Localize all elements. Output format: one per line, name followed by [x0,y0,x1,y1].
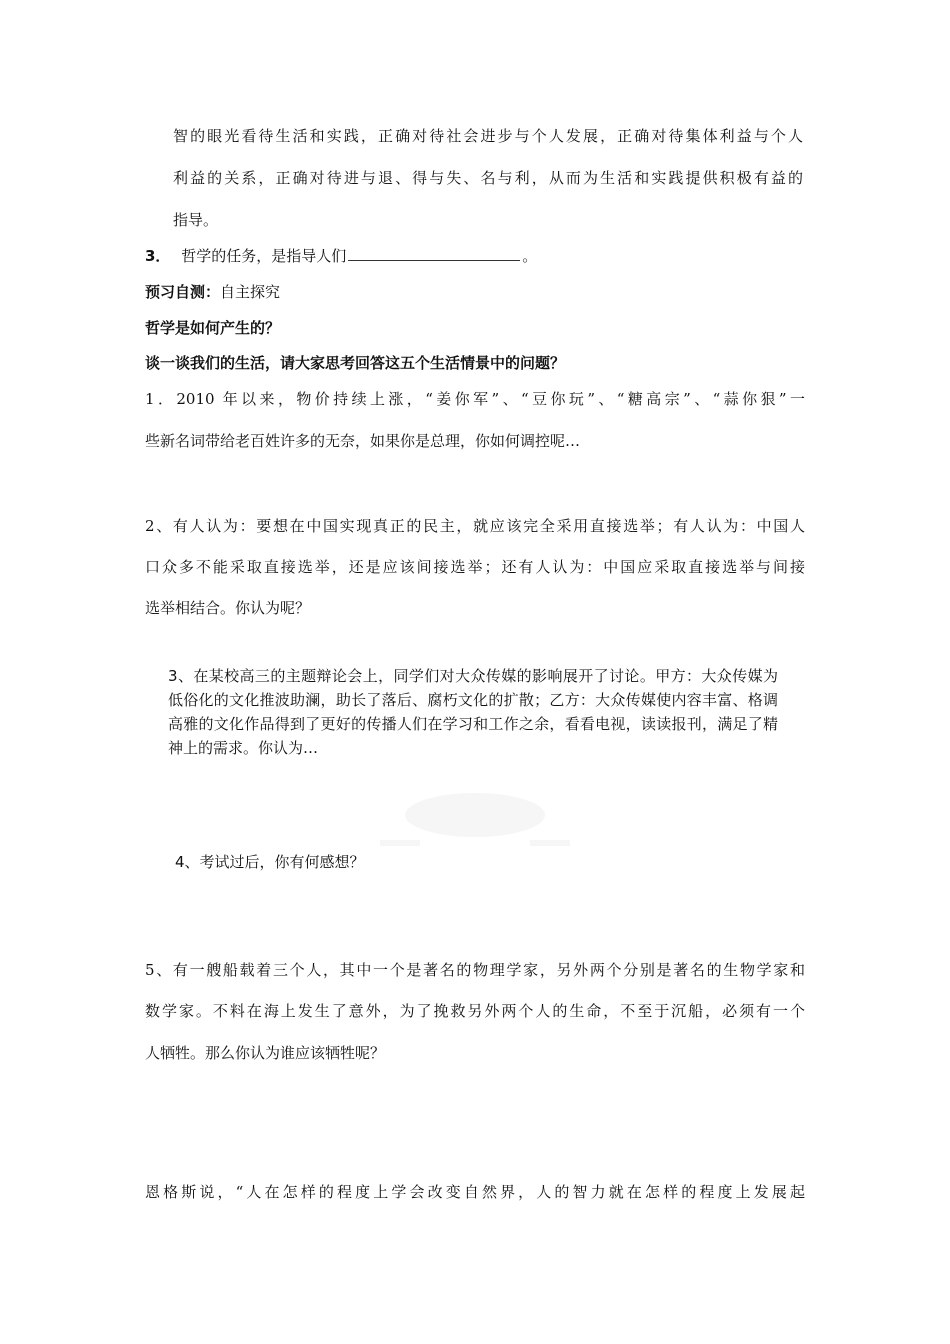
preview-row [145,282,280,302]
q3-line-4: 神上的需求。你认为… [168,739,319,757]
q4-text: 4、考试过后，你有何感想？ [175,853,365,871]
preview-label: 预习自测： [145,283,221,301]
q1-line-1: 1．2010 年以来，物价持续上涨，“姜你军”、“豆你玩”、“糖高宗”、“蒜你狠”一 [145,390,805,408]
intro-line-3: 指导。 [173,211,219,229]
q3-line-2: 低俗化的文化推波助澜，助长了落后、腐朽文化的扩散；乙方：大众传媒使内容丰富、格调 [168,691,778,709]
q5-line-1: 5、有一艘船载着三个人，其中一个是著名的物理学家，另外两个分别是著名的生物学家和 [145,961,805,979]
item-3-text: 哲学的任务，是指导人们 [181,247,347,265]
q5-line-2: 数学家。不料在海上发生了意外，为了挽救另外两个人的生命，不至于沉船，必须有一个 [145,1002,805,1020]
heading-life: 谈一谈我们的生活，请大家思考回答这五个生活情景中的问题？ [145,354,566,372]
item-3-suffix: 。 [522,247,538,265]
q2-line-2: 口众多不能采取直接选举，还是应该间接选举；还有人认为：中国应采取直接选举与间接 [145,558,805,576]
intro-line-1: 智的眼光看待生活和实践，正确对待社会进步与个人发展，正确对待集体利益与个人 [173,127,803,145]
q2-line-1: 2、有人认为：要想在中国实现真正的民主，就应该完全采用直接选举；有人认为：中国人 [145,517,805,535]
heading-origin: 哲学是如何产生的？ [145,319,281,337]
item-3-number: 3． [145,247,171,265]
engels-quote: 恩格斯说，“人在怎样的程度上学会改变自然界，人的智力就在怎样的程度上发展起 [145,1183,805,1201]
q5-line-3: 人牺牲。那么你认为谁应该牺牲呢？ [145,1044,386,1062]
watermark-logo [360,770,590,870]
intro-line-2: 利益的关系，正确对待进与退、得与失、名与利，从而为生活和实践提供积极有益的 [173,169,803,187]
item-3 [145,246,537,266]
q3-line-1: 3、在某校高三的主题辩论会上，同学们对大众传媒的影响展开了讨论。甲方：大众传媒为 [168,667,778,685]
q3-line-3: 高雅的文化作品得到了更好的传播人们在学习和工作之余，看看电视，读读报刊，满足了精 [168,715,778,733]
answer-blank[interactable] [348,246,520,261]
q2-line-3: 选举相结合。你认为呢？ [145,599,311,617]
preview-value: 自主探究 [220,283,281,301]
q1-line-2: 些新名词带给老百姓许多的无奈，如果你是总理，你如何调控呢… [145,432,581,450]
